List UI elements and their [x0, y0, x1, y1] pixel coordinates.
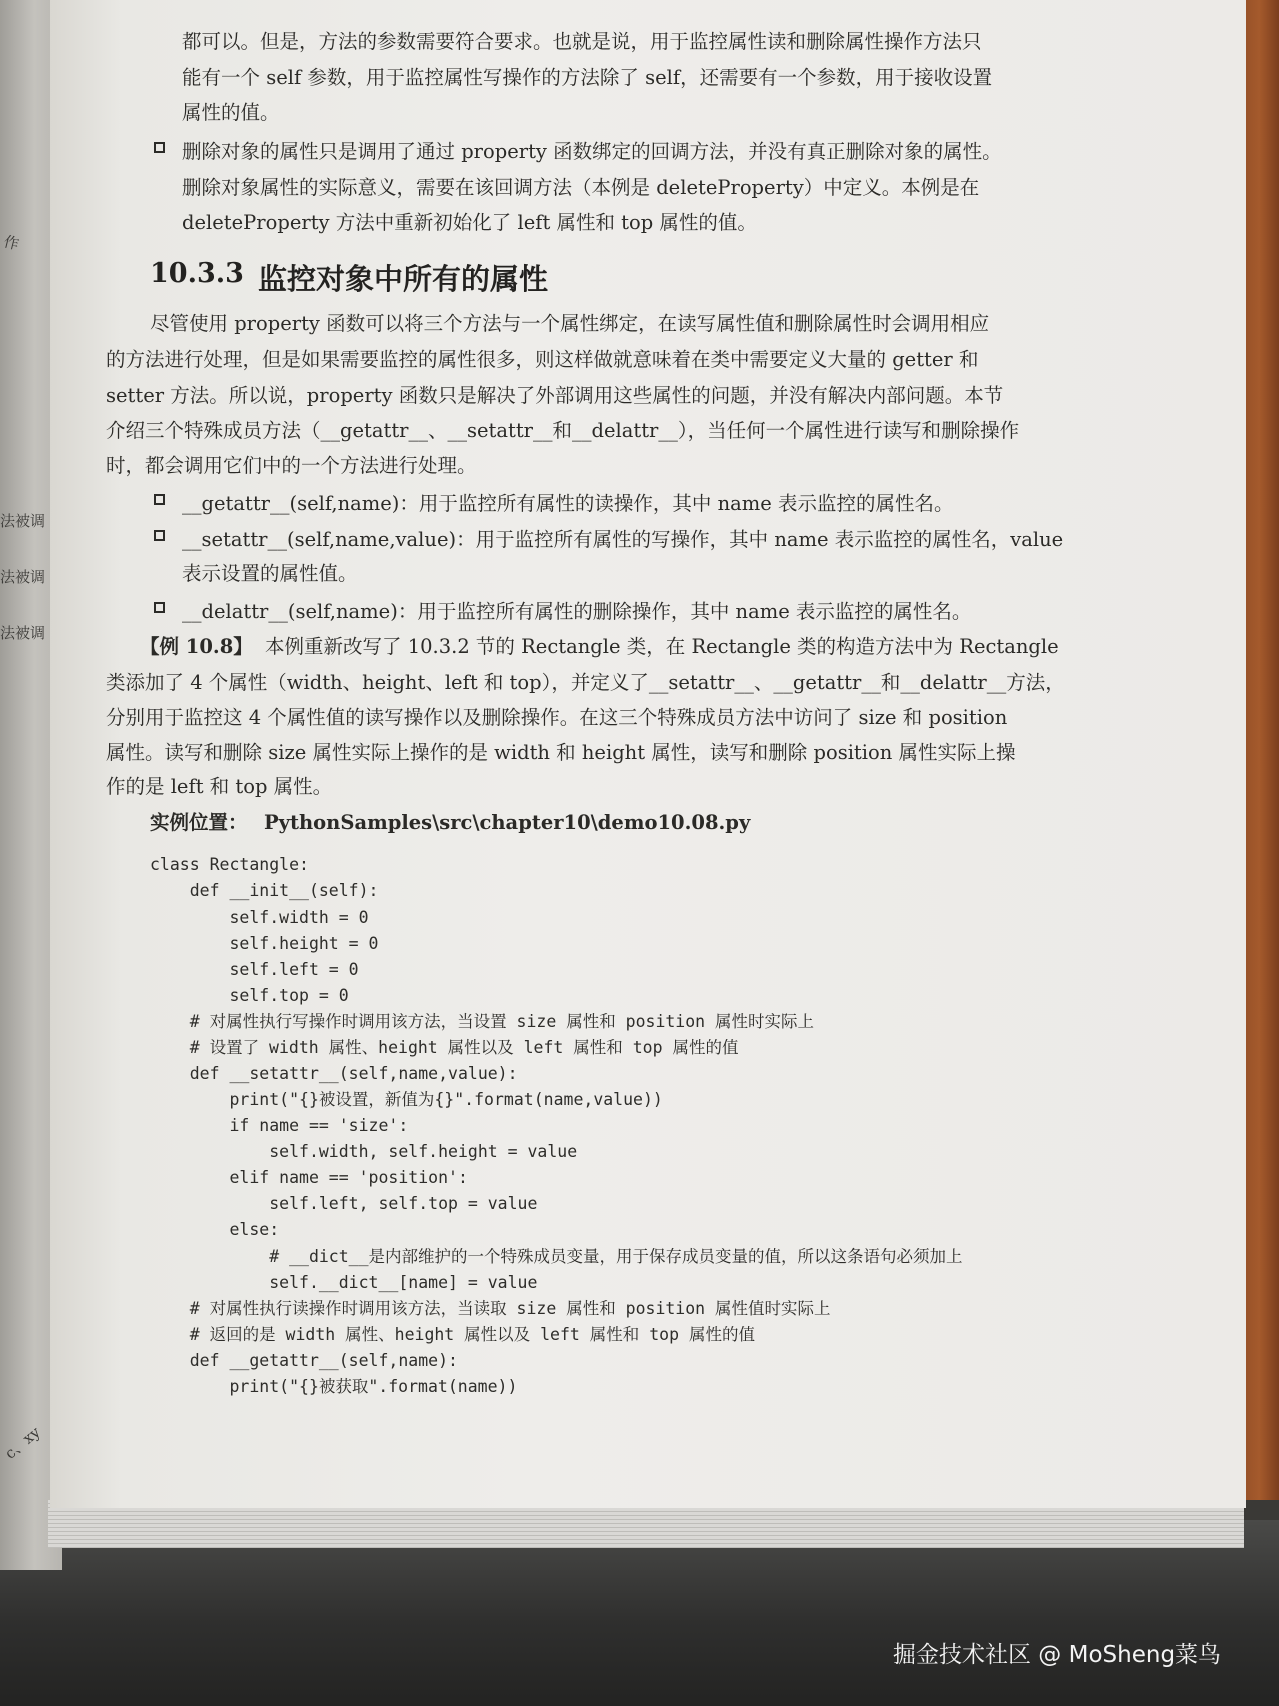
- code-line: class Rectangle:: [150, 855, 309, 874]
- left-margin-fragment: 作: [1, 232, 21, 254]
- code-line: self.top = 0: [150, 986, 349, 1005]
- code-line: elif name == 'position':: [150, 1168, 468, 1187]
- code-comment-line: # 设置了 width 属性、height 属性以及 left 属性和 top 属性的值: [150, 1038, 739, 1057]
- code-line: self.width = 0: [150, 908, 369, 927]
- code-line: print("{}被设置，新值为{}".format(name,value)): [150, 1090, 663, 1109]
- watermark-text: 掘金技术社区 @ MoSheng菜鸟: [893, 1642, 1222, 1668]
- code-line: self.left, self.top = value: [150, 1194, 538, 1213]
- code-line: self.left = 0: [150, 960, 359, 979]
- body-line: 能有一个 self 参数，用于监控属性写操作的方法除了 self，还需要有一个参数，用于接收设置: [182, 66, 993, 89]
- code-line: def __setattr__(self,name,value):: [150, 1064, 518, 1083]
- left-margin-fragment: c、xy: [1, 1423, 44, 1463]
- code-comment-line: # 返回的是 width 属性、height 属性以及 left 属性和 top 属性的值: [150, 1325, 755, 1344]
- example-label: 【例 10.8】: [140, 635, 253, 658]
- checkbox-bullet-icon: [154, 494, 165, 505]
- code-line: def __getattr__(self,name):: [150, 1351, 458, 1370]
- example-location-label: 实例位置：: [150, 811, 248, 834]
- bullet-line: deleteProperty 方法中重新初始化了 left 属性和 top 属性的值。: [182, 211, 757, 234]
- bullet-line: __getattr__(self,name)：用于监控所有属性的读操作，其中 name 表示监控的属性名。: [182, 492, 954, 515]
- bullet-line: 删除对象属性的实际意义，需要在该回调方法（本例是 deleteProperty）中定义。本例是在: [182, 176, 980, 199]
- body-line: 属性的值。: [182, 101, 280, 124]
- bullet-line: 表示设置的属性值。: [182, 562, 358, 585]
- example-location-path: PythonSamples\src\chapter10\demo10.08.py: [264, 811, 751, 834]
- code-line: else:: [150, 1220, 280, 1239]
- body-line: setter 方法。所以说，property 函数只是解决了外部调用这些属性的问题，并没有解决内部问题。本节: [106, 384, 1004, 407]
- example-line: 属性。读写和删除 size 属性实际上操作的是 width 和 height 属性，读写和删除 position 属性实际上操: [106, 741, 1016, 764]
- left-margin-fragment: 法被调: [0, 568, 46, 586]
- checkbox-bullet-icon: [154, 530, 165, 541]
- bullet-line: 删除对象的属性只是调用了通过 property 函数绑定的回调方法，并没有真正删除对象的属性。: [182, 140, 1002, 163]
- code-line: self.__dict__[name] = value: [150, 1273, 538, 1292]
- example-line: 作的是 left 和 top 属性。: [106, 775, 333, 798]
- code-comment-line: # __dict__是内部维护的一个特殊成员变量，用于保存成员变量的值，所以这条语句必须加上: [150, 1247, 963, 1266]
- left-margin-fragment: 法被调: [0, 512, 46, 530]
- code-line: self.width, self.height = value: [150, 1142, 578, 1161]
- code-line: if name == 'size':: [150, 1116, 409, 1135]
- example-line: 类添加了 4 个属性（width、height、left 和 top），并定义了__setattr__、__getattr__和__delattr__方法，: [106, 671, 1065, 694]
- body-line: 都可以。但是，方法的参数需要符合要求。也就是说，用于监控属性读和删除属性操作方法只: [182, 30, 982, 53]
- bullet-line: __setattr__(self,name,value)：用于监控所有属性的写操作，其中 name 表示监控的属性名，value: [182, 528, 1064, 551]
- left-margin-fragment: 法被调: [0, 624, 46, 642]
- code-line: print("{}被获取".format(name)): [150, 1377, 518, 1396]
- example-line: 本例重新改写了 10.3.2 节的 Rectangle 类，在 Rectangle 类的构造方法中为 Rectangle: [265, 635, 1059, 658]
- checkbox-bullet-icon: [154, 142, 165, 153]
- body-line: 介绍三个特殊成员方法（__getattr__、__setattr__和__delattr__），当任何一个属性进行读写和删除操作: [106, 419, 1020, 442]
- example-line: 分别用于监控这 4 个属性值的读写操作以及删除操作。在这三个特殊成员方法中访问了 size 和 position: [106, 706, 1008, 729]
- bullet-line: __delattr__(self,name)：用于监控所有属性的删除操作，其中 name 表示监控的属性名。: [182, 600, 972, 623]
- code-line: def __init__(self):: [150, 881, 379, 900]
- body-line: 尽管使用 property 函数可以将三个方法与一个属性绑定，在读写属性值和删除属性时会调用相应: [150, 312, 990, 335]
- section-number: 10.3.3: [150, 258, 244, 289]
- checkbox-bullet-icon: [154, 602, 165, 613]
- code-comment-line: # 对属性执行写操作时调用该方法，当设置 size 属性和 position 属性时实际上: [150, 1012, 815, 1031]
- body-line: 时，都会调用它们中的一个方法进行处理。: [106, 454, 477, 477]
- code-comment-line: # 对属性执行读操作时调用该方法，当读取 size 属性和 position 属性值时实际上: [150, 1299, 831, 1318]
- body-line: 的方法进行处理，但是如果需要监控的属性很多，则这样做就意味着在类中需要定义大量的 getter 和: [106, 348, 979, 371]
- code-line: self.height = 0: [150, 934, 379, 953]
- section-title: 监控对象中所有的属性: [258, 262, 549, 296]
- book-page: [50, 0, 1246, 1508]
